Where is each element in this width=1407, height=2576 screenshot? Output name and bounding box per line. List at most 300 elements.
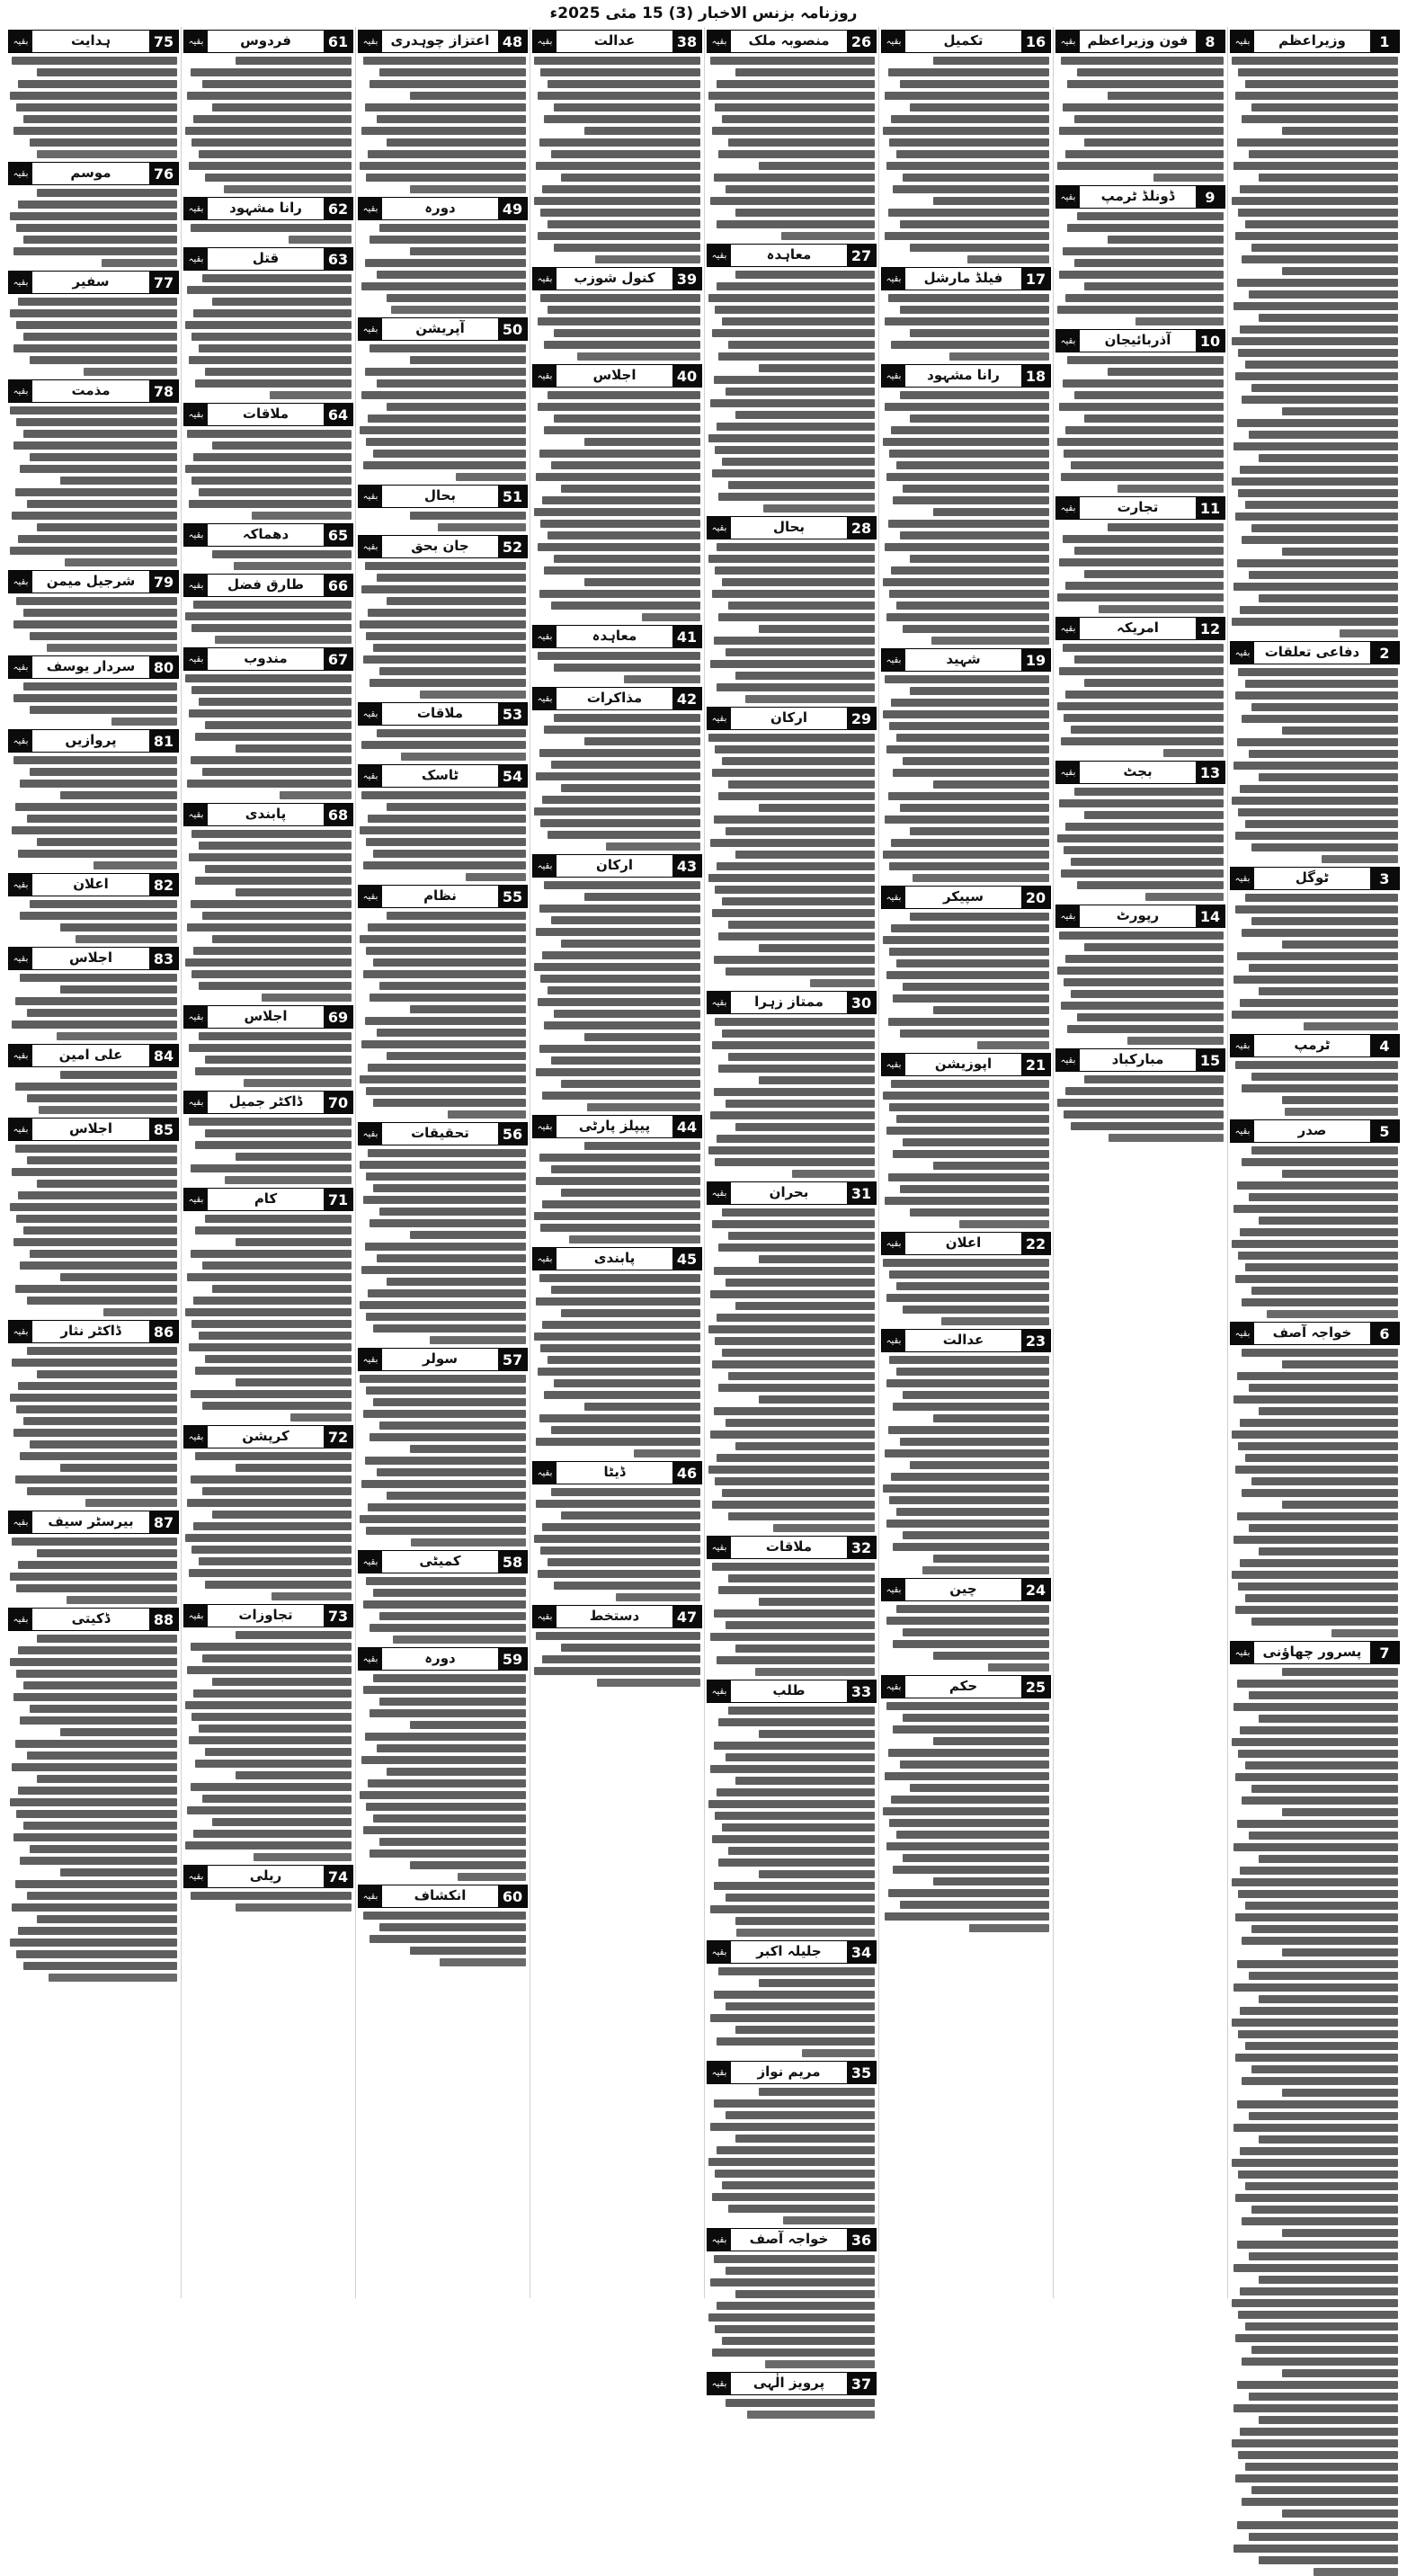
text-line (642, 613, 700, 621)
text-line (536, 1438, 700, 1446)
continued-tag: بقیہ (359, 886, 382, 907)
story-header (1055, 1048, 1225, 1072)
story-number: 38 (672, 31, 701, 52)
text-line (1232, 477, 1398, 486)
text-line (466, 873, 526, 881)
text-line (712, 2193, 875, 2201)
text-line (1237, 419, 1398, 427)
text-line (215, 636, 352, 644)
text-line (896, 602, 1049, 610)
text-line (577, 352, 700, 361)
news-story (532, 30, 702, 263)
text-line (20, 1452, 177, 1460)
text-line (536, 1068, 700, 1076)
text-line (202, 1795, 352, 1803)
text-line (717, 1135, 875, 1143)
text-line (1235, 832, 1398, 840)
text-line (714, 1742, 875, 1750)
story-title: وزیراعظم (1278, 32, 1346, 49)
story-body-text (10, 57, 177, 158)
story-header (1230, 641, 1400, 664)
news-story (707, 244, 877, 513)
text-line (187, 92, 352, 100)
text-line (1237, 1820, 1398, 1828)
story-body-text (708, 1707, 875, 1937)
text-line (888, 1889, 1049, 1897)
story-body-text (360, 729, 526, 761)
continued-tag: بقیہ (359, 486, 382, 507)
text-line (202, 1261, 352, 1270)
text-line (363, 1600, 526, 1609)
text-line (886, 1127, 1049, 1135)
text-line (37, 523, 177, 531)
text-line (401, 753, 526, 761)
text-line (195, 1067, 352, 1075)
story-header (881, 1053, 1051, 1076)
text-line (900, 531, 1050, 539)
news-story (881, 648, 1051, 882)
story-number: 84 (149, 1045, 178, 1066)
text-line (883, 936, 1049, 944)
text-line (900, 1760, 1050, 1769)
text-line (252, 512, 352, 520)
text-line (23, 236, 177, 244)
text-line (387, 597, 526, 605)
story-body-text (1232, 57, 1398, 637)
text-line (20, 1261, 177, 1270)
text-line (1135, 317, 1224, 325)
text-line (1108, 92, 1224, 100)
story-body-text (360, 1674, 526, 1881)
news-story (532, 1247, 702, 1457)
text-line (379, 68, 526, 76)
text-line (1282, 127, 1399, 135)
text-line (361, 791, 526, 799)
text-line (715, 566, 875, 575)
text-line (377, 271, 527, 279)
text-line (726, 2267, 876, 2275)
story-number: 20 (1021, 887, 1050, 908)
text-line (373, 644, 526, 652)
text-line (554, 414, 700, 423)
story-title: شہید (946, 651, 981, 667)
text-line (373, 1099, 526, 1107)
text-line (1282, 1096, 1399, 1104)
text-line (1233, 2404, 1398, 2412)
story-title: ممتاز زہرا (754, 994, 824, 1010)
text-line (37, 1775, 177, 1783)
text-line (792, 1170, 876, 1178)
text-line (1245, 1761, 1398, 1769)
text-line (1245, 220, 1398, 228)
text-line (366, 1386, 526, 1395)
text-line (903, 757, 1049, 765)
text-line (1259, 2276, 1398, 2284)
news-story (881, 1578, 1051, 1671)
story-body-text (708, 2088, 875, 2224)
continued-tag: بقیہ (533, 268, 557, 290)
text-line (715, 1337, 875, 1345)
text-line (49, 1974, 177, 1982)
text-line (15, 997, 177, 1005)
text-line (13, 1238, 177, 1246)
text-line (1067, 356, 1224, 364)
story-number: 37 (847, 2373, 876, 2394)
text-line (236, 888, 352, 896)
story-header (358, 317, 528, 341)
text-line (1240, 466, 1398, 474)
story-body-text (360, 1577, 526, 1644)
text-line (1084, 414, 1224, 423)
text-line (191, 1546, 352, 1554)
text-line (888, 1426, 1049, 1434)
text-line (1127, 1037, 1224, 1045)
news-story (8, 30, 179, 158)
text-line (538, 403, 700, 411)
story-body-text (185, 1631, 352, 1861)
text-line (1282, 2089, 1399, 2097)
text-line (236, 1378, 352, 1386)
text-line (85, 1499, 177, 1507)
text-line (710, 2014, 875, 2022)
story-header (881, 1329, 1051, 1352)
text-line (1340, 629, 1398, 637)
news-story (1055, 329, 1225, 493)
text-line (360, 620, 526, 628)
story-header (358, 485, 528, 508)
news-story (8, 1118, 179, 1316)
text-line (199, 1725, 352, 1733)
text-line (387, 1278, 526, 1286)
text-line (708, 874, 875, 882)
story-title: اپوزیشن (934, 1056, 993, 1072)
text-line (199, 1032, 352, 1040)
text-line (212, 103, 352, 111)
text-line (1245, 80, 1398, 88)
text-line (1233, 442, 1398, 450)
story-header (707, 1940, 877, 1964)
text-line (360, 1075, 526, 1083)
story-header (183, 803, 353, 826)
text-line (747, 2411, 875, 2419)
text-line (387, 1492, 526, 1500)
news-story (183, 1604, 353, 1861)
story-number: 6 (1370, 1323, 1399, 1344)
text-line (187, 286, 352, 294)
text-line (710, 399, 875, 407)
text-line (1074, 115, 1224, 123)
story-number: 53 (498, 703, 527, 725)
text-line (536, 772, 700, 780)
text-line (16, 103, 177, 111)
continued-tag: بقیہ (359, 1551, 382, 1573)
text-line (900, 391, 1050, 399)
text-line (10, 212, 177, 220)
text-line (903, 485, 1049, 493)
text-line (1067, 1025, 1224, 1033)
text-line (16, 597, 177, 605)
text-line (202, 80, 352, 88)
text-line (712, 1041, 875, 1049)
text-line (236, 1771, 352, 1779)
text-line (365, 1017, 526, 1025)
text-line (60, 985, 177, 994)
text-line (13, 694, 177, 702)
text-line (377, 729, 527, 737)
text-line (715, 2325, 875, 2333)
text-line (1057, 702, 1224, 710)
text-line (1251, 703, 1398, 711)
text-line (540, 1344, 700, 1352)
news-story (1055, 761, 1225, 901)
text-line (712, 1220, 875, 1228)
text-line (883, 1807, 1049, 1815)
story-header (532, 1247, 702, 1270)
continued-tag: بقیہ (359, 1648, 382, 1670)
story-number: 73 (324, 1605, 352, 1627)
text-line (360, 1515, 526, 1523)
text-line (891, 566, 1049, 575)
story-header (881, 648, 1051, 672)
story-body-text (534, 1632, 700, 1687)
story-body-text (883, 57, 1049, 263)
continued-tag: بقیہ (9, 730, 32, 752)
text-line (1240, 1867, 1398, 1875)
story-header (1055, 185, 1225, 209)
story-title: مذمت (71, 382, 111, 398)
story-header (1230, 30, 1400, 53)
text-line (708, 1466, 875, 1474)
text-line (718, 493, 875, 501)
text-line (1057, 1099, 1224, 1107)
text-line (191, 1713, 352, 1721)
text-line (189, 853, 352, 861)
text-line (1233, 162, 1398, 170)
text-line (185, 127, 352, 135)
text-line (1240, 785, 1398, 793)
text-line (10, 1939, 177, 1947)
story-header (358, 885, 528, 908)
text-line (1059, 667, 1224, 675)
story-body-text (708, 2399, 875, 2419)
text-line (103, 1308, 177, 1316)
text-line (23, 1226, 177, 1235)
text-line (889, 1103, 1049, 1111)
text-line (910, 103, 1049, 111)
continued-tag: بقیہ (1231, 868, 1254, 889)
text-line (1071, 726, 1224, 734)
text-line (548, 80, 700, 88)
news-story (707, 1181, 877, 1532)
text-line (542, 1321, 700, 1329)
story-body-text (10, 974, 177, 1040)
text-line (1235, 1913, 1398, 1921)
text-line (1282, 267, 1399, 275)
text-line (717, 220, 875, 228)
text-line (718, 1384, 875, 1392)
story-body-text (534, 1274, 700, 1457)
story-body-text (10, 1635, 177, 1982)
text-line (16, 1810, 177, 1818)
continued-tag: بقیہ (9, 1609, 32, 1630)
text-line (1063, 379, 1224, 388)
text-line (886, 1702, 1049, 1710)
text-line (544, 726, 700, 734)
text-line (1249, 571, 1399, 579)
story-title: سفیر (72, 273, 110, 290)
story-number: 14 (1196, 905, 1224, 927)
text-line (1285, 1108, 1398, 1116)
text-line (735, 1645, 875, 1653)
story-number: 74 (324, 1866, 352, 1887)
text-line (1259, 773, 1398, 781)
text-line (1232, 57, 1398, 65)
text-line (715, 886, 875, 894)
text-line (717, 282, 875, 290)
text-line (191, 1783, 352, 1791)
story-number: 48 (498, 31, 527, 52)
continued-tag: بقیہ (533, 365, 557, 387)
text-line (896, 734, 1049, 742)
text-line (1259, 987, 1398, 995)
story-body-text (1232, 1146, 1398, 1318)
continued-tag: بقیہ (882, 1676, 905, 1698)
page-column (878, 27, 1053, 2298)
text-line (712, 909, 875, 917)
text-line (373, 1589, 526, 1597)
text-line (783, 2216, 875, 2224)
text-line (410, 247, 527, 255)
text-line (1237, 1680, 1398, 1688)
text-line (370, 1219, 526, 1227)
text-line (551, 1286, 701, 1294)
text-line (967, 255, 1049, 263)
story-body-text (360, 344, 526, 481)
text-line (1249, 2112, 1399, 2120)
text-line (712, 769, 875, 777)
text-line (1242, 1349, 1398, 1357)
news-story (183, 1425, 353, 1600)
story-header (183, 1865, 353, 1888)
text-line (360, 1375, 526, 1383)
text-line (759, 1870, 876, 1878)
text-line (361, 1756, 526, 1764)
text-line (773, 1524, 875, 1532)
story-header (707, 991, 877, 1014)
text-line (718, 352, 875, 361)
text-line (23, 115, 177, 123)
text-line (365, 1733, 526, 1741)
text-line (189, 1736, 352, 1744)
text-line (540, 209, 700, 217)
story-body-text (360, 512, 526, 531)
text-line (379, 224, 526, 232)
story-number: 85 (149, 1119, 178, 1140)
text-line (931, 637, 1049, 645)
story-body-text (10, 1538, 177, 1604)
news-story (881, 364, 1051, 645)
text-line (189, 356, 352, 364)
story-body-text (534, 294, 700, 361)
text-line (717, 1656, 875, 1664)
news-story (183, 1091, 353, 1184)
text-line (1245, 894, 1398, 902)
continued-tag: بقیہ (1056, 618, 1080, 639)
story-body-text (1057, 212, 1224, 325)
text-line (1245, 501, 1398, 509)
news-story (707, 707, 877, 987)
text-line (910, 827, 1049, 835)
story-body-text (708, 1967, 875, 2057)
text-line (717, 1788, 875, 1796)
text-line (18, 201, 177, 209)
story-number: 35 (847, 2062, 876, 2083)
text-line (370, 1624, 526, 1632)
story-title: مبارکباد (1111, 1051, 1164, 1067)
text-line (717, 80, 875, 88)
text-line (551, 1488, 701, 1496)
text-line (1084, 679, 1224, 687)
story-body-text (708, 271, 875, 513)
text-line (551, 1426, 701, 1434)
text-line (1251, 843, 1398, 851)
text-line (893, 1725, 1049, 1734)
text-line (1251, 2206, 1398, 2214)
text-line (1245, 1902, 1398, 1910)
text-line (391, 306, 526, 314)
story-body-text (360, 224, 526, 314)
story-number: 51 (498, 486, 527, 507)
text-line (896, 1115, 1049, 1123)
text-line (13, 620, 177, 628)
story-header (881, 267, 1051, 290)
text-line (191, 1250, 352, 1258)
text-line (903, 1306, 1049, 1314)
text-line (896, 461, 1049, 469)
story-body-text (185, 224, 352, 244)
text-line (726, 388, 876, 396)
text-line (1235, 92, 1398, 100)
story-header (8, 1608, 179, 1631)
text-line (722, 1823, 875, 1832)
news-story (8, 162, 179, 267)
text-line (1238, 1442, 1398, 1450)
text-line (1065, 294, 1224, 302)
text-line (587, 1103, 700, 1111)
text-line (735, 1777, 875, 1785)
text-line (1238, 1750, 1398, 1758)
text-line (534, 807, 700, 816)
text-line (910, 244, 1049, 252)
text-line (548, 1356, 700, 1364)
text-line (185, 612, 352, 620)
text-line (1235, 232, 1398, 240)
story-body-text (883, 1080, 1049, 1228)
text-line (1251, 1287, 1398, 1295)
story-number: 66 (324, 575, 352, 596)
text-line (896, 1508, 1049, 1516)
text-line (1074, 259, 1224, 267)
text-line (1233, 2545, 1398, 2553)
story-header (707, 1536, 877, 1559)
text-line (185, 958, 352, 967)
news-story (1230, 1119, 1400, 1318)
story-body-text (10, 597, 177, 652)
text-line (37, 150, 177, 158)
text-line (896, 959, 1049, 967)
news-story (532, 267, 702, 361)
text-line (1067, 80, 1224, 88)
